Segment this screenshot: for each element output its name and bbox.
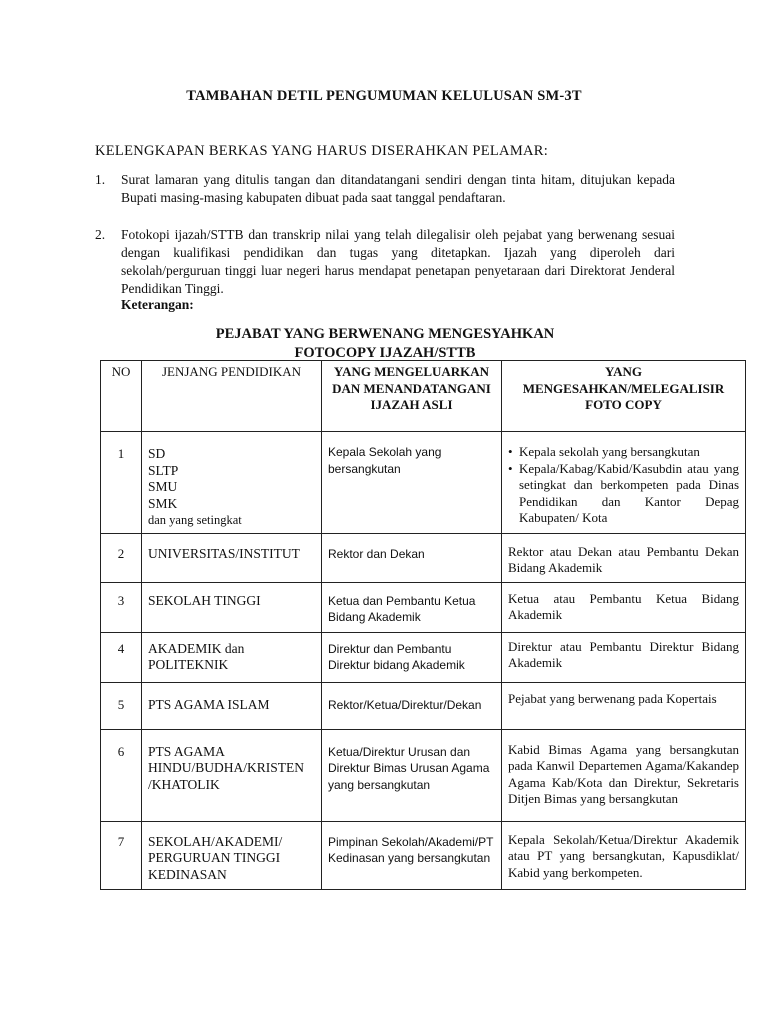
row-no: 2 — [101, 533, 142, 582]
jenjang-line: KEDINASAN — [148, 866, 227, 882]
table-row — [101, 632, 746, 682]
authority-table — [100, 360, 746, 890]
row-issuer: Ketua dan Pembantu Ketua Bidang Akademik — [322, 582, 502, 632]
requirement-item — [95, 171, 675, 207]
row-legalizer: Kabid Bimas Agama yang bersangkutan pada Kanwil Departemen Agama/Kakandep Agama Kab/Kota dan Direktur, Sekretaris Ditjen Bimas yang bersangkutan — [502, 729, 746, 821]
row-jenjang — [142, 533, 322, 582]
row-no: 3 — [101, 582, 142, 632]
jenjang-line: SEKOLAH TINGGI — [148, 592, 261, 608]
requirement-item — [95, 226, 675, 298]
row-issuer: Rektor dan Dekan — [322, 533, 502, 582]
jenjang-line: SLTP — [148, 462, 179, 478]
row-no: 7 — [101, 821, 142, 889]
jenjang-line: SD — [148, 446, 166, 461]
requirement-number: 2. — [95, 227, 106, 242]
legalizer-list-item: • Kepala sekolah yang bersangkutan — [508, 444, 739, 461]
header-no: NO — [101, 361, 142, 432]
jenjang-line: PERGURUAN TINGGI — [148, 850, 281, 865]
row-legalizer: Kepala Sekolah/Ketua/Direktur Akademik atau PT yang bersangkutan, Kapusdiklat/ Kabid yang berkompeten. — [502, 821, 746, 889]
row-jenjang — [142, 582, 322, 632]
table-row — [101, 432, 746, 534]
row-jenjang — [142, 432, 322, 534]
row-no: 4 — [101, 632, 142, 682]
row-no: 5 — [101, 682, 142, 729]
row-legalizer: Direktur atau Pembantu Direktur Bidang Akademik — [502, 632, 746, 682]
jenjang-line: PTS AGAMA ISLAM — [148, 696, 270, 712]
table-row — [101, 729, 746, 821]
row-jenjang — [142, 682, 322, 729]
table-header-row — [101, 361, 746, 432]
table-row — [101, 682, 746, 729]
header-legalizer: YANG MENGESAHKAN/MELEGALISIR FOTO COPY — [502, 361, 746, 432]
row-jenjang — [142, 729, 322, 821]
jenjang-line: AKADEMIK dan — [148, 640, 245, 656]
legalizer-list-item: • Kepala/Kabag/Kabid/Kasubdin atau yang setingkat dan berkompeten pada Dinas Pendidikan dan Kantor Depag Kabupaten/ Kota — [508, 461, 739, 527]
header-issuer: YANG MENGELUARKAN DAN MENANDATANGANI IJAZAH ASLI — [322, 361, 502, 432]
jenjang-line: PTS AGAMA — [148, 743, 225, 759]
table-row — [101, 582, 746, 632]
row-no: 1 — [101, 432, 142, 534]
row-issuer: Ketua/Direktur Urusan dan Direktur Bimas Urusan Agama yang bersangkutan — [322, 729, 502, 821]
row-no: 6 — [101, 729, 142, 821]
row-legalizer: Ketua atau Pembantu Ketua Bidang Akademik — [502, 582, 746, 632]
row-jenjang — [142, 821, 322, 889]
jenjang-line: SEKOLAH/AKADEMI/ — [148, 833, 283, 849]
jenjang-line: UNIVERSITAS/INSTITUT — [148, 545, 300, 561]
table-title — [95, 325, 675, 363]
jenjang-line: SMU — [148, 479, 178, 494]
jenjang-line: POLITEKNIK — [148, 657, 229, 672]
table-title-line-1: PEJABAT YANG BERWENANG MENGESYAHKAN — [215, 326, 555, 342]
document-title: TAMBAHAN DETIL PENGUMUMAN KELULUSAN SM-3T — [186, 88, 582, 104]
requirement-number: 1. — [95, 172, 106, 187]
row-legalizer — [502, 432, 746, 534]
header-jenjang: JENJANG PENDIDIKAN — [142, 361, 322, 432]
legalizer-list — [508, 444, 739, 527]
row-jenjang — [142, 632, 322, 682]
jenjang-line: dan yang setingkat — [148, 513, 242, 527]
row-issuer: Pimpinan Sekolah/Akademi/PT Kedinasan yang bersangkutan — [322, 821, 502, 889]
row-issuer: Rektor/Ketua/Direktur/Dekan — [322, 682, 502, 729]
jenjang-line: /KHATOLIK — [148, 776, 220, 792]
requirement-text: Surat lamaran yang ditulis tangan dan ditandatangani sendiri dengan tinta hitam, ditujukan kepada Bupati masing-masing kabupaten dibuat pada saat tanggal pendaftaran. — [121, 172, 675, 205]
jenjang-line: HINDU/BUDHA/KRISTEN — [148, 760, 304, 775]
section-heading: KELENGKAPAN BERKAS YANG HARUS DISERAHKAN PELAMAR: — [95, 143, 549, 159]
row-legalizer: Pejabat yang berwenang pada Kopertais — [502, 682, 746, 729]
row-issuer: Direktur dan Pembantu Direktur bidang Akademik — [322, 632, 502, 682]
requirement-text: Fotokopi ijazah/STTB dan transkrip nilai yang telah dilegalisir oleh pejabat yang berwenang sesuai dengan kualifikasi pendidikan dan tugas yang ditetapkan. Ijazah yang diperoleh dari sekolah/perguruan tinggi luar negeri harus mendapat penetapan penyetaraan dari Direktorat Jenderal Pendidikan Tinggi. — [121, 227, 675, 296]
table-row — [101, 533, 746, 582]
row-issuer: Kepala Sekolah yang bersangkutan — [322, 432, 502, 534]
table-title-line-2: FOTOCOPY IJAZAH/STTB — [294, 345, 476, 361]
row-legalizer: Rektor atau Dekan atau Pembantu Dekan Bidang Akademik — [502, 533, 746, 582]
jenjang-line: SMK — [148, 495, 178, 511]
keterangan-label: Keterangan: — [121, 297, 194, 312]
table-row — [101, 821, 746, 889]
